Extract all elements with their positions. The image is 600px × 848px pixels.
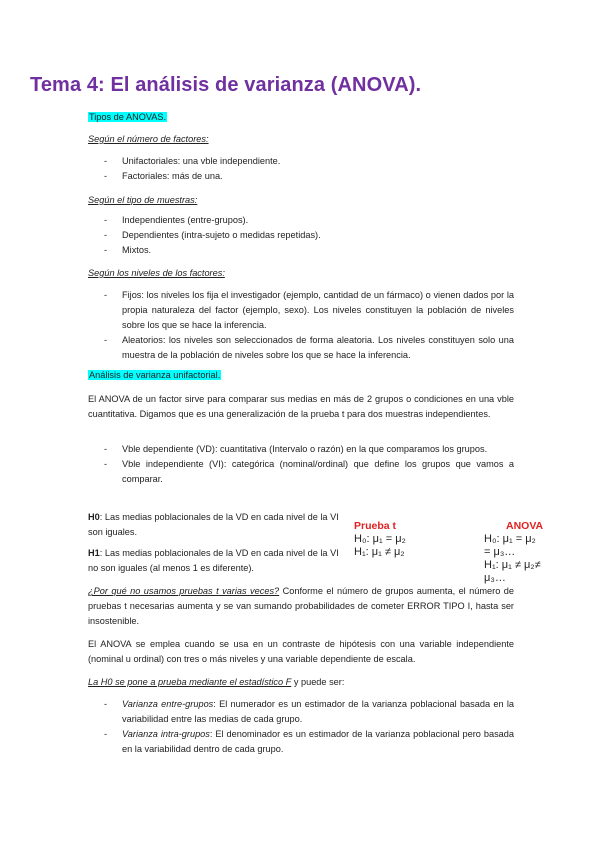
prueba-t-h0: H₀: μ₁ = μ₂	[354, 533, 406, 545]
h1-statement: H1: Las medias poblacionales de la VD en cada nivel de la VI no son iguales (al menos 1 es diferente).	[88, 548, 339, 573]
variables-list	[88, 442, 514, 487]
anova-usage: El ANOVA se emplea cuando se usa en un contraste de hipótesis con una variable independiente (nominal u ordinal) con tres o más niveles y una variable dependiente de escala.	[88, 639, 514, 664]
prueba-t-h1: H₁: μ₁ ≠ μ₂	[354, 546, 405, 558]
muestras-list	[88, 213, 514, 258]
section-heading-niveles: Según los niveles de los factores:	[88, 268, 225, 278]
section-heading-factores: Según el número de factores:	[88, 134, 209, 144]
prueba-t-title: Prueba t	[354, 520, 397, 532]
list-item: - Varianza entre-grupos: El numerador es un estimador de la varianza poblacional basada en la variabilidad entre las medias de cada grupo.	[88, 697, 514, 727]
anova-h1: H₁: μ₁ ≠ μ₂≠ μ₃…	[484, 559, 541, 584]
list-item: - Mixtos.	[88, 243, 514, 258]
page-title: Tema 4: El análisis de varianza (ANOVA).	[30, 74, 422, 96]
anova-title: ANOVA	[506, 520, 544, 532]
list-item: - Varianza intra-grupos: El denominador es un estimador de la varianza poblacional pero basada en la variabilidad dentro de cada grupo.	[88, 727, 514, 757]
prueba-t-formula	[354, 520, 406, 559]
list-item: - Independientes (entre-grupos).	[88, 213, 514, 228]
unifactorial-heading: Análisis de varianza unifactorial.	[89, 370, 221, 380]
factores-list	[88, 154, 514, 184]
varianzas-list	[88, 697, 514, 757]
list-item: - Factoriales: más de una.	[88, 169, 514, 184]
f-statement: La H0 se pone a prueba mediante el estadístico F y puede ser:	[88, 677, 345, 687]
tipos-heading: Tipos de ANOVAS.	[89, 112, 167, 122]
section-heading-muestras: Según el tipo de muestras:	[88, 195, 198, 205]
list-item: - Unifactoriales: una vble independiente.	[88, 154, 514, 169]
list-item: - Vble dependiente (VD): cuantitativa (Intervalo o razón) en la que comparamos los grupos.	[88, 442, 514, 457]
list-item: - Vble independiente (VI): categórica (nominal/ordinal) que define los grupos que vamos a comparar.	[88, 457, 514, 487]
anova-h0: H₀: μ₁ = μ₂ = μ₃…	[484, 533, 536, 558]
anova-formula	[484, 520, 543, 585]
list-item: - Fijos: los niveles los fija el investigador (ejemplo, cantidad de un fármaco) o vienen dados por la propia naturaleza del factor (ejemplo, sexo). Los niveles constituyen la población de niveles sobre los que se hace la inferencia.	[88, 288, 514, 333]
question-paragraph: ¿Por qué no usamos pruebas t varias veces? Conforme el número de grupos aumenta, el número de pruebas t necesarias aumenta y se van sumando probabilidades de cometer ERROR TIPO I, hasta ser insostenible.	[88, 586, 514, 626]
list-item: - Aleatorios: los niveles son seleccionados de forma aleatoria. Los niveles constituyen solo una muestra de la población de niveles sobre los que se hace la inferencia.	[88, 333, 514, 363]
niveles-list	[88, 288, 514, 363]
h0-statement: H0: Las medias poblacionales de la VD en cada nivel de la VI son iguales.	[88, 512, 339, 537]
anova-intro: El ANOVA de un factor sirve para comparar sus medias en más de 2 grupos o condiciones en una vble cuantitativa. Digamos que es una generalización de la prueba t para dos muestras independientes.	[88, 394, 514, 419]
list-item: - Dependientes (intra-sujeto o medidas repetidas).	[88, 228, 514, 243]
